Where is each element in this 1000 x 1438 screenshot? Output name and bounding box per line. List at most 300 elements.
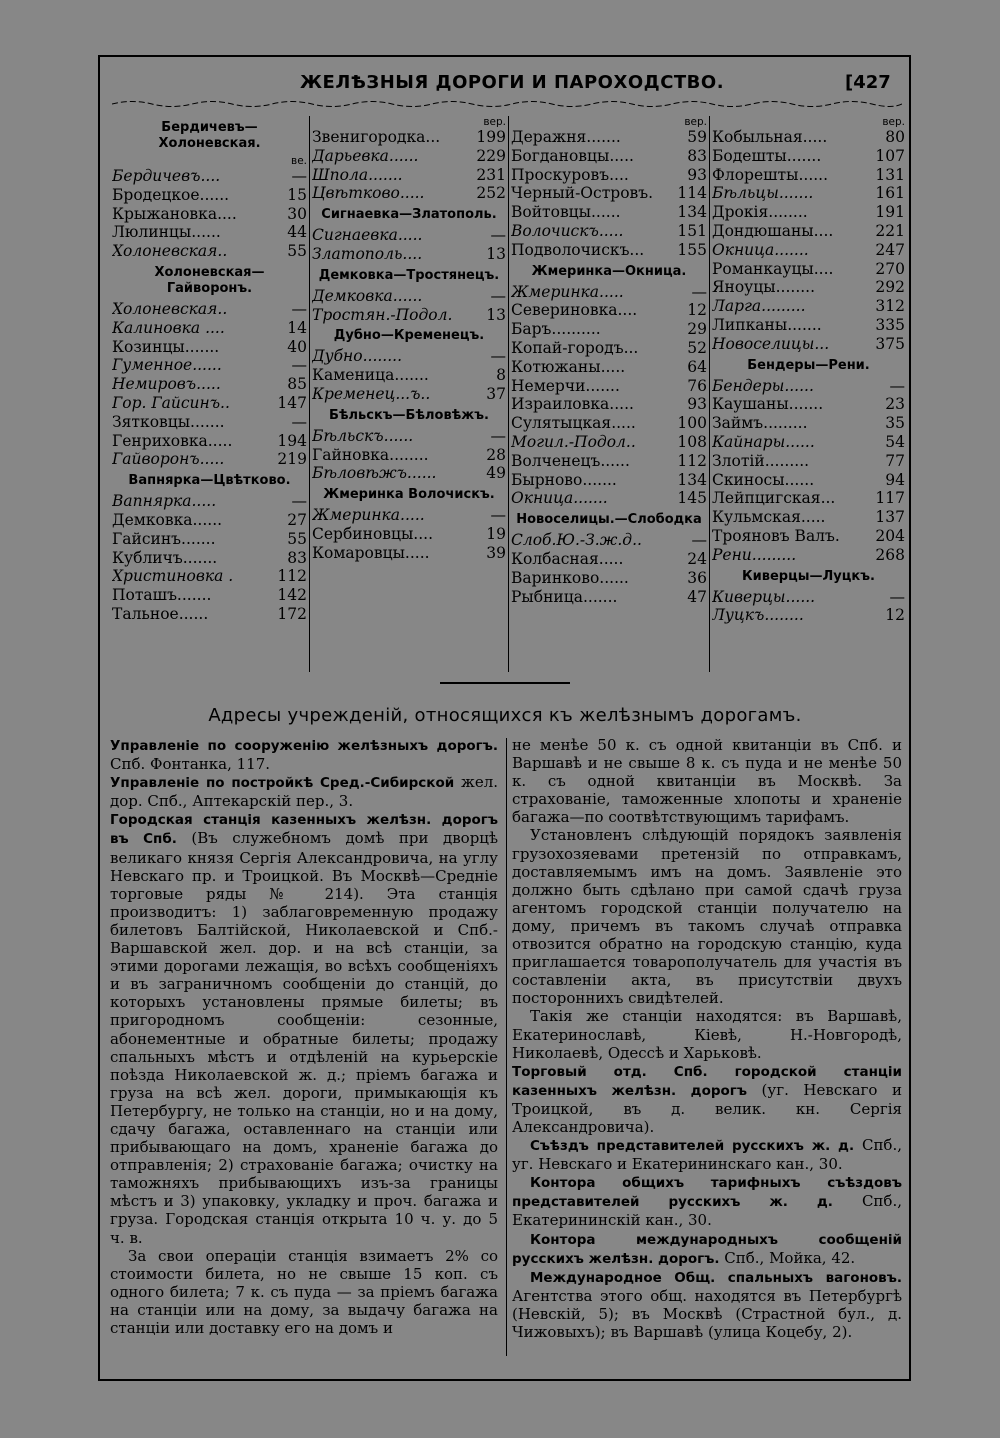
column-rule bbox=[709, 116, 710, 672]
station-distance: 199 bbox=[476, 128, 506, 146]
station-row bbox=[112, 432, 307, 451]
station-row bbox=[312, 525, 506, 544]
station-row bbox=[312, 385, 506, 404]
unit-label: вер. bbox=[483, 116, 506, 128]
station-distance: 229 bbox=[476, 146, 506, 165]
station-row bbox=[312, 147, 506, 166]
station-name: Романкауцы.... bbox=[712, 259, 834, 278]
station-name: Тальное...... bbox=[112, 604, 209, 623]
station-distance: 27 bbox=[287, 510, 307, 529]
station-row bbox=[511, 550, 707, 569]
institution-name: Международное Общ. спальныхъ вагоновъ. bbox=[530, 1269, 902, 1286]
station-row bbox=[312, 184, 506, 203]
station-row bbox=[511, 358, 707, 377]
station-distance: 108 bbox=[677, 432, 707, 451]
station-row bbox=[112, 549, 307, 568]
station-row bbox=[511, 471, 707, 490]
institution-name: Городская станція казенныхъ желѣзн. дорогъ въ Спб. bbox=[110, 812, 498, 848]
station-distance: 23 bbox=[885, 395, 905, 414]
route-heading: Бѣльскъ—Бѣловѣжъ. bbox=[329, 407, 489, 423]
station-distance: 137 bbox=[875, 508, 905, 527]
column-rule bbox=[309, 116, 310, 672]
station-row bbox=[112, 167, 307, 186]
address-paragraph bbox=[110, 736, 498, 773]
institution-name: Управленіе по сооруженію желѣзныхъ дорогъ. bbox=[110, 738, 498, 754]
station-distance: 155 bbox=[677, 240, 707, 259]
station-row bbox=[712, 335, 905, 354]
station-name: Севериновка.... bbox=[511, 301, 638, 320]
station-name: Холоневская.. bbox=[112, 299, 228, 318]
station-name: Рени......... bbox=[712, 545, 797, 564]
station-name: Бендеры...... bbox=[712, 376, 814, 395]
station-distance: 52 bbox=[687, 338, 707, 357]
station-row bbox=[112, 586, 307, 605]
station-name: Черный-Островъ. bbox=[511, 184, 654, 203]
route-heading: Новоселицы.—Слободка bbox=[516, 512, 702, 528]
station-name: Шпола....... bbox=[312, 165, 403, 184]
station-row bbox=[511, 166, 707, 185]
section-divider bbox=[440, 682, 570, 684]
route-heading: Жмеринка—Окница. bbox=[531, 263, 687, 279]
station-name: Гор. Гайсинъ.. bbox=[112, 393, 230, 412]
station-row bbox=[511, 531, 707, 550]
station-distance: 268 bbox=[875, 545, 905, 564]
station-name: Калиновка .... bbox=[112, 318, 225, 337]
addresses-right-column bbox=[512, 736, 902, 1341]
address-paragraph bbox=[512, 1007, 902, 1061]
station-name: Бѣльцы....... bbox=[712, 184, 814, 203]
station-name: Луцкъ........ bbox=[712, 606, 804, 625]
station-distance: — bbox=[691, 282, 707, 301]
station-distance: — bbox=[490, 506, 506, 525]
station-distance: — bbox=[291, 356, 307, 375]
station-distance: 37 bbox=[486, 384, 506, 403]
station-name: Злотій......... bbox=[712, 451, 810, 470]
station-name: Козинцы....... bbox=[112, 337, 220, 356]
station-row bbox=[712, 527, 905, 546]
route-heading: Дубно—Кременецъ. bbox=[333, 328, 485, 344]
station-name: Вапнярка..... bbox=[112, 492, 217, 511]
station-distance: 100 bbox=[677, 414, 707, 433]
station-name: Гайсинъ....... bbox=[112, 529, 216, 548]
station-name: Флорешты...... bbox=[712, 165, 829, 184]
station-row bbox=[112, 450, 307, 469]
station-row bbox=[712, 489, 905, 508]
station-distance: 24 bbox=[687, 549, 707, 568]
station-name: Каменица....... bbox=[312, 366, 429, 385]
station-row bbox=[112, 413, 307, 432]
station-name: Липканы....... bbox=[712, 315, 822, 334]
column-rule bbox=[508, 116, 509, 672]
station-distance: 76 bbox=[687, 376, 707, 395]
station-distance: 221 bbox=[875, 221, 905, 240]
station-column-4 bbox=[712, 116, 905, 625]
station-row bbox=[712, 203, 905, 222]
station-distance: 29 bbox=[687, 320, 707, 339]
address-paragraph bbox=[512, 1268, 902, 1341]
station-name: Деражня....... bbox=[511, 128, 621, 146]
station-row bbox=[712, 184, 905, 203]
station-name: Баръ.......... bbox=[511, 320, 601, 339]
station-distance: 15 bbox=[287, 185, 307, 204]
station-distance: 64 bbox=[687, 357, 707, 376]
station-name: Ларга......... bbox=[712, 297, 806, 316]
station-distance: 49 bbox=[486, 464, 506, 483]
station-distance: 145 bbox=[677, 489, 707, 508]
station-name: Поташъ....... bbox=[112, 586, 212, 605]
station-row bbox=[511, 222, 707, 241]
route-heading: Киверцы—Луцкъ. bbox=[742, 568, 875, 584]
paragraph-text: Спб., Мойка, 42. bbox=[719, 1248, 856, 1267]
route-heading: Бендеры—Рени. bbox=[747, 357, 870, 373]
station-row bbox=[312, 347, 506, 366]
station-name: Сулятыцкая..... bbox=[511, 414, 636, 433]
station-distance: 312 bbox=[875, 297, 905, 316]
station-name: Слоб.Ю.-З.ж.д.. bbox=[511, 531, 642, 550]
station-name: Холоневская.. bbox=[112, 242, 228, 261]
station-row bbox=[511, 147, 707, 166]
station-distance: 39 bbox=[486, 543, 506, 562]
station-distance: 14 bbox=[287, 318, 307, 337]
station-row bbox=[712, 508, 905, 527]
station-distance: 30 bbox=[287, 204, 307, 223]
station-name: Жмеринка..... bbox=[312, 506, 425, 525]
route-heading: Бердичевъ—Холоневская. bbox=[158, 120, 261, 151]
station-row bbox=[112, 242, 307, 261]
station-distance: 112 bbox=[277, 567, 307, 586]
station-distance: 77 bbox=[885, 451, 905, 470]
station-name: Немерчи....... bbox=[511, 376, 620, 395]
address-paragraph bbox=[512, 1230, 902, 1268]
station-distance: 231 bbox=[476, 165, 506, 184]
station-row bbox=[511, 241, 707, 260]
station-name: Варинково...... bbox=[511, 568, 629, 587]
station-row bbox=[511, 452, 707, 471]
station-row bbox=[712, 433, 905, 452]
paragraph-text: жел. дор. Спб., Аптекарскій пер., 3. bbox=[110, 773, 498, 811]
route-heading: Вапнярка—Цвѣтково. bbox=[128, 473, 291, 489]
address-paragraph bbox=[512, 826, 902, 1007]
unit-label: вер. bbox=[882, 116, 905, 128]
station-row bbox=[511, 395, 707, 414]
station-distance: — bbox=[691, 531, 707, 550]
station-row bbox=[712, 452, 905, 471]
paragraph-text: Такія же станціи находятся: въ Варшавѣ, Екатеринославѣ, Кіевѣ, Н.-Новгородѣ, Николаевѣ, Одессѣ и Харьковѣ. bbox=[512, 1007, 902, 1062]
address-paragraph bbox=[512, 1062, 902, 1136]
station-row bbox=[712, 395, 905, 414]
station-name: Дрокія........ bbox=[712, 203, 808, 222]
station-row bbox=[112, 205, 307, 224]
station-name: Златополь.... bbox=[312, 244, 423, 263]
station-distance: 117 bbox=[875, 489, 905, 508]
station-row bbox=[712, 222, 905, 241]
station-distance: 292 bbox=[875, 278, 905, 297]
station-distance: 47 bbox=[687, 587, 707, 606]
station-distance: 55 bbox=[287, 529, 307, 548]
station-name: Киверцы...... bbox=[712, 587, 816, 606]
station-row bbox=[312, 366, 506, 385]
station-distance: 44 bbox=[287, 223, 307, 242]
station-row bbox=[112, 567, 307, 586]
station-distance: 59 bbox=[687, 128, 707, 146]
station-name: Люлинцы...... bbox=[112, 223, 221, 242]
address-paragraph bbox=[512, 1136, 902, 1173]
station-row bbox=[712, 260, 905, 279]
station-row bbox=[712, 147, 905, 166]
station-distance: 134 bbox=[677, 203, 707, 222]
station-distance: 54 bbox=[885, 432, 905, 451]
station-row bbox=[511, 128, 707, 147]
station-name: Христиновка . bbox=[112, 567, 234, 586]
station-row bbox=[112, 394, 307, 413]
station-name: Кубличъ....... bbox=[112, 548, 218, 567]
station-row bbox=[112, 319, 307, 338]
station-row bbox=[112, 375, 307, 394]
station-row bbox=[312, 306, 506, 325]
station-row bbox=[312, 446, 506, 465]
station-row bbox=[712, 278, 905, 297]
station-distance: 134 bbox=[677, 470, 707, 489]
station-distance: 35 bbox=[885, 414, 905, 433]
station-name: Копай-городъ... bbox=[511, 338, 639, 357]
station-row bbox=[112, 300, 307, 319]
station-row bbox=[312, 128, 506, 147]
station-distance: 247 bbox=[875, 240, 905, 259]
station-row bbox=[511, 184, 707, 203]
station-distance: — bbox=[490, 226, 506, 245]
station-distance: — bbox=[291, 167, 307, 185]
station-distance: 19 bbox=[486, 524, 506, 543]
station-row bbox=[511, 588, 707, 607]
station-distance: 204 bbox=[875, 526, 905, 545]
addresses-heading: Адресы учрежденій, относящихся къ желѣзнымъ дорогамъ. bbox=[208, 705, 802, 726]
station-distance: 80 bbox=[885, 128, 905, 146]
paragraph-text: не менѣе 50 к. съ одной квитанціи въ Спб. и Варшавѣ и не свыше 8 к. съ пуда и не менѣе 50 к. съ одной квитанціи въ Москвѣ. За страхованіе, таможенные хлопоты и храненіе багажа—по соотвѣтствующимъ тарифамъ. bbox=[512, 736, 902, 827]
station-name: Сигнаевка..... bbox=[312, 226, 423, 245]
station-row bbox=[511, 283, 707, 302]
station-row bbox=[112, 356, 307, 375]
station-distance: 85 bbox=[287, 375, 307, 394]
station-distance: 93 bbox=[687, 165, 707, 184]
station-distance: — bbox=[291, 412, 307, 431]
station-name: Гайворонъ..... bbox=[112, 450, 225, 469]
paragraph-text: Спб. Фонтанка, 117. bbox=[110, 755, 271, 774]
station-row bbox=[712, 588, 905, 607]
station-name: Новоселицы... bbox=[712, 334, 830, 353]
paragraph-text: (уг. Невскаго и Троицкой, въ д. велик. кн. Сергія Александровича). bbox=[512, 1080, 902, 1136]
station-distance: 12 bbox=[885, 606, 905, 625]
station-row bbox=[712, 128, 905, 147]
station-row bbox=[712, 241, 905, 260]
station-distance: 112 bbox=[677, 451, 707, 470]
station-distance: 219 bbox=[277, 450, 307, 469]
institution-name: Торговый отд. Спб. городской станціи казенныхъ желѣзн. дорогъ bbox=[512, 1063, 902, 1099]
paragraph-text: Спб., Екатерининскій кан., 30. bbox=[512, 1192, 903, 1230]
ornament-divider bbox=[112, 99, 902, 109]
institution-name: Управленіе по постройкѣ Сред.-Сибирской bbox=[110, 775, 455, 792]
station-distance: 36 bbox=[687, 568, 707, 587]
address-paragraph bbox=[110, 810, 498, 1246]
station-row bbox=[112, 530, 307, 549]
station-distance: 12 bbox=[687, 301, 707, 320]
station-name: Колбасная..... bbox=[511, 549, 624, 568]
station-distance: — bbox=[490, 426, 506, 445]
station-name: Проскуровъ.... bbox=[511, 165, 629, 184]
station-name: Бѣловѣжъ...... bbox=[312, 464, 437, 483]
station-name: Богдановцы..... bbox=[511, 146, 634, 165]
station-name: Звенигородка... bbox=[312, 128, 441, 146]
station-distance: 8 bbox=[496, 366, 506, 385]
address-paragraph bbox=[512, 736, 902, 826]
station-distance: 40 bbox=[287, 337, 307, 356]
station-row bbox=[312, 166, 506, 185]
station-name: Котюжаны..... bbox=[511, 357, 626, 376]
station-distance: 83 bbox=[287, 548, 307, 567]
station-name: Дарьевка...... bbox=[312, 146, 419, 165]
station-distance: 161 bbox=[875, 184, 905, 203]
station-row bbox=[712, 414, 905, 433]
station-name: Волочискъ..... bbox=[511, 221, 624, 240]
paragraph-text: Установленъ слѣдующій порядокъ заявленія грузохозяевами претензій по отправкамъ, доставляемымъ имъ на домъ. Заявленіе это должно быть сдѣлано при самой сдачѣ груза агентомъ городской станціи получателю на дому, причемъ въ такомъ случаѣ отправка отвозится обратно на городскую станцію, куда приглашается товарополучатель для участія въ составленіи акта, въ присутствіи двухъ постороннихъ свидѣтелей. bbox=[512, 826, 902, 1008]
station-name: Подволочискъ... bbox=[511, 240, 645, 259]
station-name: Гуменное...... bbox=[112, 356, 222, 375]
station-name: Окница....... bbox=[712, 240, 809, 259]
station-name: Сербиновцы.... bbox=[312, 524, 434, 543]
station-distance: 191 bbox=[875, 203, 905, 222]
station-distance: — bbox=[490, 286, 506, 305]
station-name: Израиловка..... bbox=[511, 395, 634, 414]
station-row bbox=[112, 511, 307, 530]
station-column-3 bbox=[511, 116, 707, 606]
station-column-2 bbox=[312, 116, 506, 563]
station-row bbox=[511, 339, 707, 358]
station-row bbox=[712, 297, 905, 316]
station-row bbox=[511, 377, 707, 396]
route-heading: Жмеринка Волочискъ. bbox=[323, 487, 495, 503]
station-name: Гайновка........ bbox=[312, 445, 429, 464]
station-name: Жмеринка..... bbox=[511, 282, 624, 301]
station-name: Каушаны....... bbox=[712, 395, 824, 414]
station-distance: 55 bbox=[287, 242, 307, 261]
station-row bbox=[712, 471, 905, 490]
station-name: Займъ......... bbox=[712, 414, 808, 433]
station-name: Кобыльная..... bbox=[712, 128, 828, 146]
station-distance: 114 bbox=[677, 184, 707, 203]
station-distance: 93 bbox=[687, 395, 707, 414]
station-row bbox=[511, 414, 707, 433]
institution-name: Съѣздъ представителей русскихъ ж. д. bbox=[530, 1138, 855, 1155]
institution-name: Контора международныхъ сообщеній русскихъ желѣзн. дорогъ. bbox=[512, 1231, 902, 1267]
station-distance: 94 bbox=[885, 470, 905, 489]
paragraph-text: (Въ служебномъ домѣ при дворцѣ великаго князя Сергія Александровича, на углу Невскаго пр. и Троицкой. Въ Москвѣ—Средніе торговые ряды № 214). Эта станція производитъ: 1) заблаговременную продажу билетовъ Балтійской, Николаевской и Спб.-Варшавской жел. дор. и на всѣ станціи, за этими дорогами лежащія, во всѣхъ сообщеніяхъ и въ заграничномъ сообщеніи до станцій, до которыхъ установлены прямые билеты; въ пригородномъ сообщеніи: сезонные, абонементные и обратные билеты; продажу спальныхъ мѣстъ и отдѣленій на курьерскіе поѣзда Николаевской ж. д.; пріемъ багажа и груза на всѣ жел. дороги, примыкающія къ Петербургу, не только на станціи, но и на дому, сдачу багажа, оставленнаго на станціи или прибывающаго на домъ, храненіе багажа до отправленія; 2) страхованіе багажа; очистку на таможняхъ прибывающихъ изъ-за границы мѣстъ и 3) упаковку, укладку и проч. багажа и груза. Городская станція открыта 10 ч. у. до 5 ч. в. bbox=[110, 829, 498, 1247]
station-distance: 375 bbox=[875, 334, 905, 353]
station-distance: — bbox=[889, 587, 905, 606]
station-name: Кременец...ъ.. bbox=[312, 384, 431, 403]
route-heading: Демковка—Тростянецъ. bbox=[318, 267, 500, 283]
station-row bbox=[312, 427, 506, 446]
station-row bbox=[112, 223, 307, 242]
station-row bbox=[112, 492, 307, 511]
station-distance: 28 bbox=[486, 445, 506, 464]
station-name: Дондюшаны.... bbox=[712, 221, 834, 240]
station-row bbox=[312, 506, 506, 525]
station-distance: 172 bbox=[277, 604, 307, 623]
station-row bbox=[112, 338, 307, 357]
station-name: Бырново....... bbox=[511, 470, 617, 489]
unit-label: вер. bbox=[684, 116, 707, 128]
station-distance: 13 bbox=[486, 305, 506, 324]
station-distance: 151 bbox=[677, 221, 707, 240]
station-name: Лейпцигская... bbox=[712, 489, 836, 508]
station-name: Дубно........ bbox=[312, 347, 403, 366]
station-name: Могил.-Подол.. bbox=[511, 432, 636, 451]
station-name: Кайнары...... bbox=[712, 432, 815, 451]
station-row bbox=[312, 226, 506, 245]
station-name: Рыбница....... bbox=[511, 587, 618, 606]
station-row bbox=[312, 287, 506, 306]
institution-name: Контора общихъ тарифныхъ съѣздовъ представителей русскихъ ж. д. bbox=[512, 1175, 902, 1211]
station-distance: 13 bbox=[486, 244, 506, 263]
station-row bbox=[712, 606, 905, 625]
station-distance: 335 bbox=[875, 315, 905, 334]
station-distance: — bbox=[889, 376, 905, 395]
paragraph-text: Спб., уг. Невскаго и Екатерининскаго кан., 30. bbox=[512, 1136, 903, 1174]
station-distance: — bbox=[291, 299, 307, 318]
station-row bbox=[511, 301, 707, 320]
station-column-1 bbox=[112, 116, 307, 624]
station-row bbox=[511, 569, 707, 588]
station-name: Демковка...... bbox=[112, 510, 223, 529]
paragraph-text: За свои операціи станція взимаетъ 2% со стоимости билета, но не свыше 15 коп. съ одного билета; 7 к. съ пуда — за пріемъ багажа на станціи или на дому, за выдачу багажа на станціи или доставку его на домъ и bbox=[110, 1246, 498, 1337]
station-name: Немировъ..... bbox=[112, 375, 221, 394]
station-row bbox=[511, 433, 707, 452]
column-rule bbox=[506, 738, 507, 1356]
station-name: Зятковцы....... bbox=[112, 412, 225, 431]
station-row bbox=[712, 546, 905, 565]
station-distance: 142 bbox=[277, 586, 307, 605]
station-row bbox=[712, 166, 905, 185]
station-name: Бѣльскъ...... bbox=[312, 426, 414, 445]
station-name: Кульмская..... bbox=[712, 508, 826, 527]
station-distance: 194 bbox=[277, 431, 307, 450]
unit-label: ве. bbox=[291, 155, 307, 167]
address-paragraph bbox=[110, 773, 498, 810]
station-name: Трояновъ Валъ. bbox=[712, 526, 840, 545]
station-name: Крыжановка.... bbox=[112, 204, 237, 223]
station-name: Волченецъ...... bbox=[511, 451, 630, 470]
station-row bbox=[312, 544, 506, 563]
route-heading: Холоневская—Гайворонъ. bbox=[154, 264, 265, 296]
station-name: Скиносы...... bbox=[712, 470, 815, 489]
station-distance: 131 bbox=[875, 165, 905, 184]
station-name: Демковка...... bbox=[312, 286, 423, 305]
running-title: ЖЕЛѢЗНЫЯ ДОРОГИ И ПАРОХОДСТВО. bbox=[300, 72, 725, 93]
station-distance: 83 bbox=[687, 146, 707, 165]
station-row bbox=[112, 605, 307, 624]
station-distance: 107 bbox=[875, 146, 905, 165]
station-name: Цвѣтково..... bbox=[312, 184, 425, 203]
station-name: Комаровцы..... bbox=[312, 543, 430, 562]
page-header bbox=[100, 70, 910, 100]
station-row bbox=[712, 377, 905, 396]
address-paragraph bbox=[512, 1173, 902, 1229]
station-distance: — bbox=[490, 347, 506, 366]
page-number: [427 bbox=[845, 72, 891, 93]
station-name: Окница....... bbox=[511, 489, 608, 508]
station-name: Бердичевъ.... bbox=[112, 167, 221, 185]
station-row bbox=[712, 316, 905, 335]
station-row bbox=[112, 186, 307, 205]
